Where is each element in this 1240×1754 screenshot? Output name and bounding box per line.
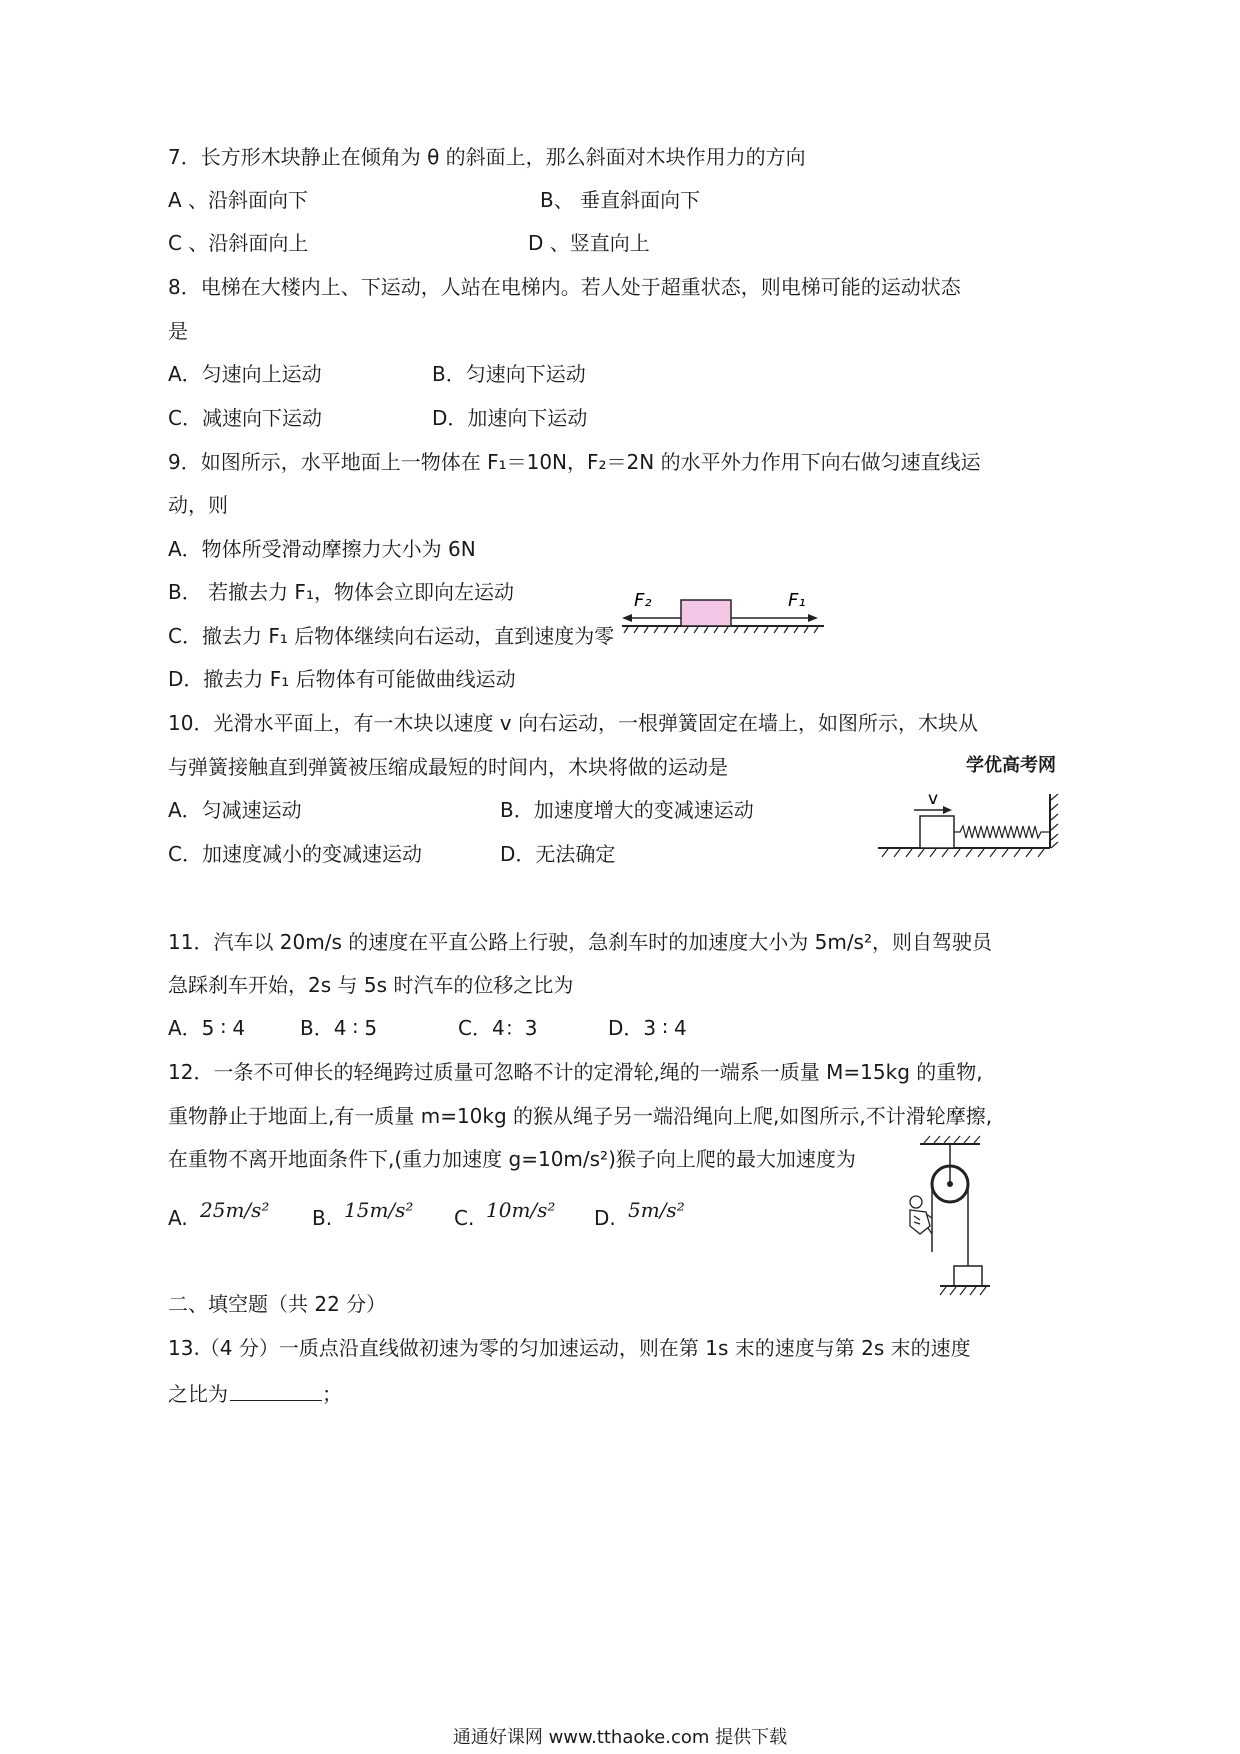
q9-option-a: A．物体所受滑动摩擦力大小为 6N (168, 537, 476, 561)
q12-option-a-value: 25m/s² (200, 1198, 270, 1222)
q10-spring-diagram (874, 780, 1074, 864)
q13-prefix: 之比为 (168, 1382, 228, 1406)
q8-stem-line2: 是 (168, 319, 188, 343)
q10-label-v: v (928, 789, 939, 809)
q12-stem-line2: 重物静止于地面上,有一质量 m=10kg 的猴从绳子另一端沿绳向上爬,如图所示,不计滑轮摩擦, (168, 1104, 993, 1128)
q10-option-d: D．无法确定 (500, 842, 616, 866)
q7-option-c: C 、沿斜面向上 (168, 231, 309, 255)
q12-option-b-value: 15m/s² (344, 1198, 414, 1222)
q11-option-d: D．3 ∶ 4 (608, 1016, 687, 1040)
q9-force-diagram (618, 586, 830, 642)
q12-option-b-label: B. (312, 1206, 333, 1230)
q8-option-a: A．匀速向上运动 (168, 362, 322, 386)
q10-spring (954, 826, 1050, 838)
q12-stem-line1: 12．一条不可伸长的轻绳跨过质量可忽略不计的定滑轮,绳的一端系一质量 M=15kg 的重物, (168, 1060, 983, 1084)
q11-option-c: C．4：3 (458, 1016, 538, 1040)
q11-stem-line1: 11．汽车以 20m/s 的速度在平直公路上行驶，急刹车时的加速度大小为 5m/s²，则自驾驶员 (168, 930, 992, 954)
q9-option-c: C．撤去力 F₁ 后物体继续向右运动，直到速度为零 (168, 624, 615, 648)
q9-block (681, 600, 731, 626)
q13-stem-line2 (168, 1378, 342, 1408)
q9-stem-line1: 9．如图所示，水平地面上一物体在 F₁＝10N，F₂＝2N 的水平外力作用下向右做匀速直线运 (168, 450, 981, 474)
q8-option-c: C．减速向下运动 (168, 406, 322, 430)
q13-suffix: ； (322, 1382, 342, 1406)
q7-stem: 7．长方形木块静止在倾角为 θ 的斜面上，那么斜面对木块作用力的方向 (168, 145, 806, 169)
q9-label-f2: F₂ (634, 590, 652, 611)
q9-option-b: B． 若撤去力 F₁，物体会立即向左运动 (168, 580, 514, 604)
watermark-logo: 学优高考网 (966, 755, 1056, 776)
q10-option-c: C．加速度减小的变减速运动 (168, 842, 422, 866)
q9-option-d: D．撤去力 F₁ 后物体有可能做曲线运动 (168, 667, 516, 691)
q7-option-b: B、 垂直斜面向下 (540, 188, 701, 212)
q10-stem-line2: 与弹簧接触直到弹簧被压缩成最短的时间内，木块将做的运动是 (168, 755, 728, 779)
q12-option-a-label: A. (168, 1206, 188, 1230)
q13-answer-blank[interactable] (230, 1378, 322, 1401)
q7-option-d: D 、竖直向上 (528, 231, 650, 255)
q12-weight (954, 1266, 982, 1286)
q11-option-a: A．5 ∶ 4 (168, 1016, 246, 1040)
q8-option-d: D．加速向下运动 (432, 406, 588, 430)
page-footer: 通通好课网 www.tthaoke.com 提供下载 (452, 1727, 788, 1748)
q7-option-a: A 、沿斜面向下 (168, 188, 309, 212)
q9-stem-line2: 动，则 (168, 493, 228, 517)
q10-stem-line1: 10．光滑水平面上，有一木块以速度 v 向右运动，一根弹簧固定在墙上，如图所示，木块从 (168, 711, 978, 735)
q12-pulley-diagram (896, 1134, 992, 1304)
q10-option-a: A．匀减速运动 (168, 798, 302, 822)
q12-stem-line3: 在重物不离开地面条件下,(重力加速度 g=10m/s²)猴子向上爬的最大加速度为 (168, 1147, 856, 1171)
q12-option-d-label: D. (594, 1206, 616, 1230)
q13-stem-line1: 13.（4 分）一质点沿直线做初速为零的匀加速运动，则在第 1s 末的速度与第 2s 末的速度 (168, 1336, 971, 1360)
q11-option-b: B．4 ∶ 5 (300, 1016, 378, 1040)
q11-stem-line2: 急踩刹车开始，2s 与 5s 时汽车的位移之比为 (168, 973, 574, 997)
q8-option-b: B．匀速向下运动 (432, 362, 586, 386)
section-heading-fill-in: 二、填空题（共 22 分） (168, 1292, 387, 1316)
q12-option-c-value: 10m/s² (486, 1198, 556, 1222)
q8-stem-line1: 8．电梯在大楼内上、下运动，人站在电梯内。若人处于超重状态，则电梯可能的运动状态 (168, 275, 961, 299)
monkey-figure (910, 1196, 932, 1234)
q12-option-d-value: 5m/s² (628, 1198, 685, 1222)
q12-option-c-label: C. (454, 1206, 475, 1230)
q9-label-f1: F₁ (788, 590, 806, 611)
q10-block (920, 816, 954, 848)
q10-option-b: B．加速度增大的变减速运动 (500, 798, 754, 822)
